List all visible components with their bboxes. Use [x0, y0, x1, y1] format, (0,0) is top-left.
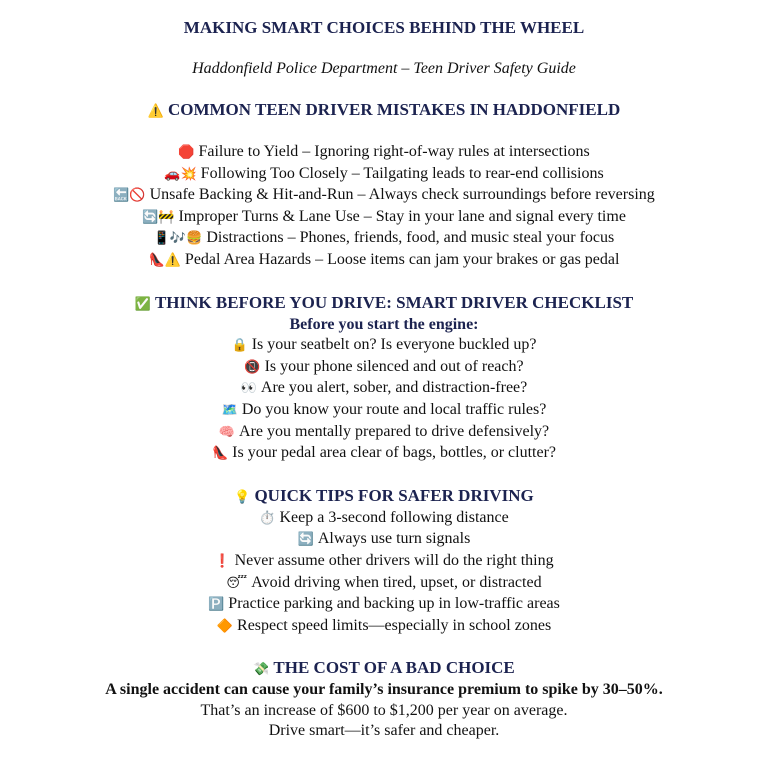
turn-arrows-icon: 🔄 [297, 532, 314, 548]
stopwatch-icon: ⏱️ [259, 510, 276, 526]
tips-heading-text: QUICK TIPS FOR SAFER DRIVING [254, 485, 534, 505]
cost-heading-text: THE COST OF A BAD CHOICE [273, 658, 515, 678]
checklist-heading-text: THINK BEFORE YOU DRIVE: SMART DRIVER CHECKLIST [154, 292, 634, 312]
list-item: 🚗💥 Following Too Closely – Tailgating leads to rear-end collisions [164, 164, 604, 182]
mistakes-list [0, 142, 768, 272]
check-mark-icon: ✅ [134, 296, 151, 312]
cost-heading [0, 657, 768, 680]
warning-icon: ⚠️ [147, 104, 164, 119]
list-item: ⏱️ Keep a 3-second following distance [259, 508, 509, 526]
page-subtitle: Haddonfield Police Department – Teen Driver Safety Guide [192, 60, 576, 77]
list-item: 🛑 Failure to Yield – Ignoring right-of-way rules at intersections [178, 143, 590, 160]
tips-heading [0, 485, 768, 508]
list-item: 📵 Is your phone silenced and out of reach? [244, 357, 524, 375]
checklist-heading [0, 292, 768, 315]
map-icon: 🗺️ [221, 402, 238, 418]
list-item: 🧠 Are you mentally prepared to drive defensively? [218, 422, 550, 440]
cost-statement: A single accident can cause your family’s insurance premium to spike by 30–50%. [105, 681, 663, 699]
phone-music-food-icon: 📱🎶🍔 [153, 231, 203, 247]
parking-icon: 🅿️ [208, 597, 225, 613]
diamond-sign-icon: 🔶 [216, 618, 234, 634]
page-title: MAKING SMART CHOICES BEHIND THE WHEEL [183, 18, 585, 37]
exclamation-icon: ❗ [214, 553, 231, 569]
shoe-icon: 👠 [211, 446, 229, 462]
list-item: 🔄🚧 Improper Turns & Lane Use – Stay in your lane and signal every time [142, 207, 626, 225]
mistakes-heading-text: COMMON TEEN DRIVER MISTAKES IN HADDONFIELD [167, 100, 621, 119]
stop-sign-icon: 🛑 [178, 145, 195, 160]
list-item: 🅿️ Practice parking and backing up in low-traffic areas [208, 595, 560, 613]
list-item: 🔄 Always use turn signals [297, 530, 471, 548]
turn-construction-icon: 🔄🚧 [142, 209, 175, 225]
list-item: 📱🎶🍔 Distractions – Phones, friends, food, and music steal your focus [153, 229, 615, 247]
list-item: 😴 Avoid driving when tired, upset, or distracted [226, 573, 542, 591]
cost-increase-line: That’s an increase of $600 to $1,200 per year on average. [200, 701, 568, 719]
back-no-entry-icon: 🔙🚫 [113, 188, 146, 204]
list-item: 👠 Is your pedal area clear of bags, bottles, or clutter? [211, 444, 557, 462]
car-collision-icon: 🚗💥 [164, 166, 197, 182]
tips-list [0, 508, 768, 638]
list-item: 🗺️ Do you know your route and local traffic rules? [221, 400, 547, 418]
light-bulb-icon: 💡 [234, 489, 251, 505]
mistakes-heading [0, 99, 768, 122]
list-item: 🔒 Is your seatbelt on? Is everyone buckled up? [231, 336, 537, 354]
brain-icon: 🧠 [218, 424, 236, 440]
list-item: ❗ Never assume other drivers will do the right thing [214, 551, 554, 569]
lock-icon: 🔒 [231, 338, 248, 354]
money-wings-icon: 💸 [253, 662, 270, 678]
list-item: 🔙🚫 Unsafe Backing & Hit-and-Run – Always check surroundings before reversing [113, 186, 655, 204]
list-item: 👀 Are you alert, sober, and distraction-free? [240, 379, 528, 397]
no-phone-icon: 📵 [244, 359, 261, 375]
checklist-list [0, 335, 768, 465]
shoe-warning-icon: 👠⚠️ [148, 252, 181, 268]
cost-closing-line: Drive smart—it’s safer and cheaper. [268, 722, 500, 740]
list-item: 🔶 Respect speed limits—especially in school zones [216, 616, 552, 634]
sleepy-face-icon: 😴 [226, 575, 248, 591]
checklist-subheading: Before you start the engine: [289, 315, 479, 333]
eyes-icon: 👀 [240, 381, 257, 397]
list-item: 👠⚠️ Pedal Area Hazards – Loose items can jam your brakes or gas pedal [148, 250, 620, 268]
